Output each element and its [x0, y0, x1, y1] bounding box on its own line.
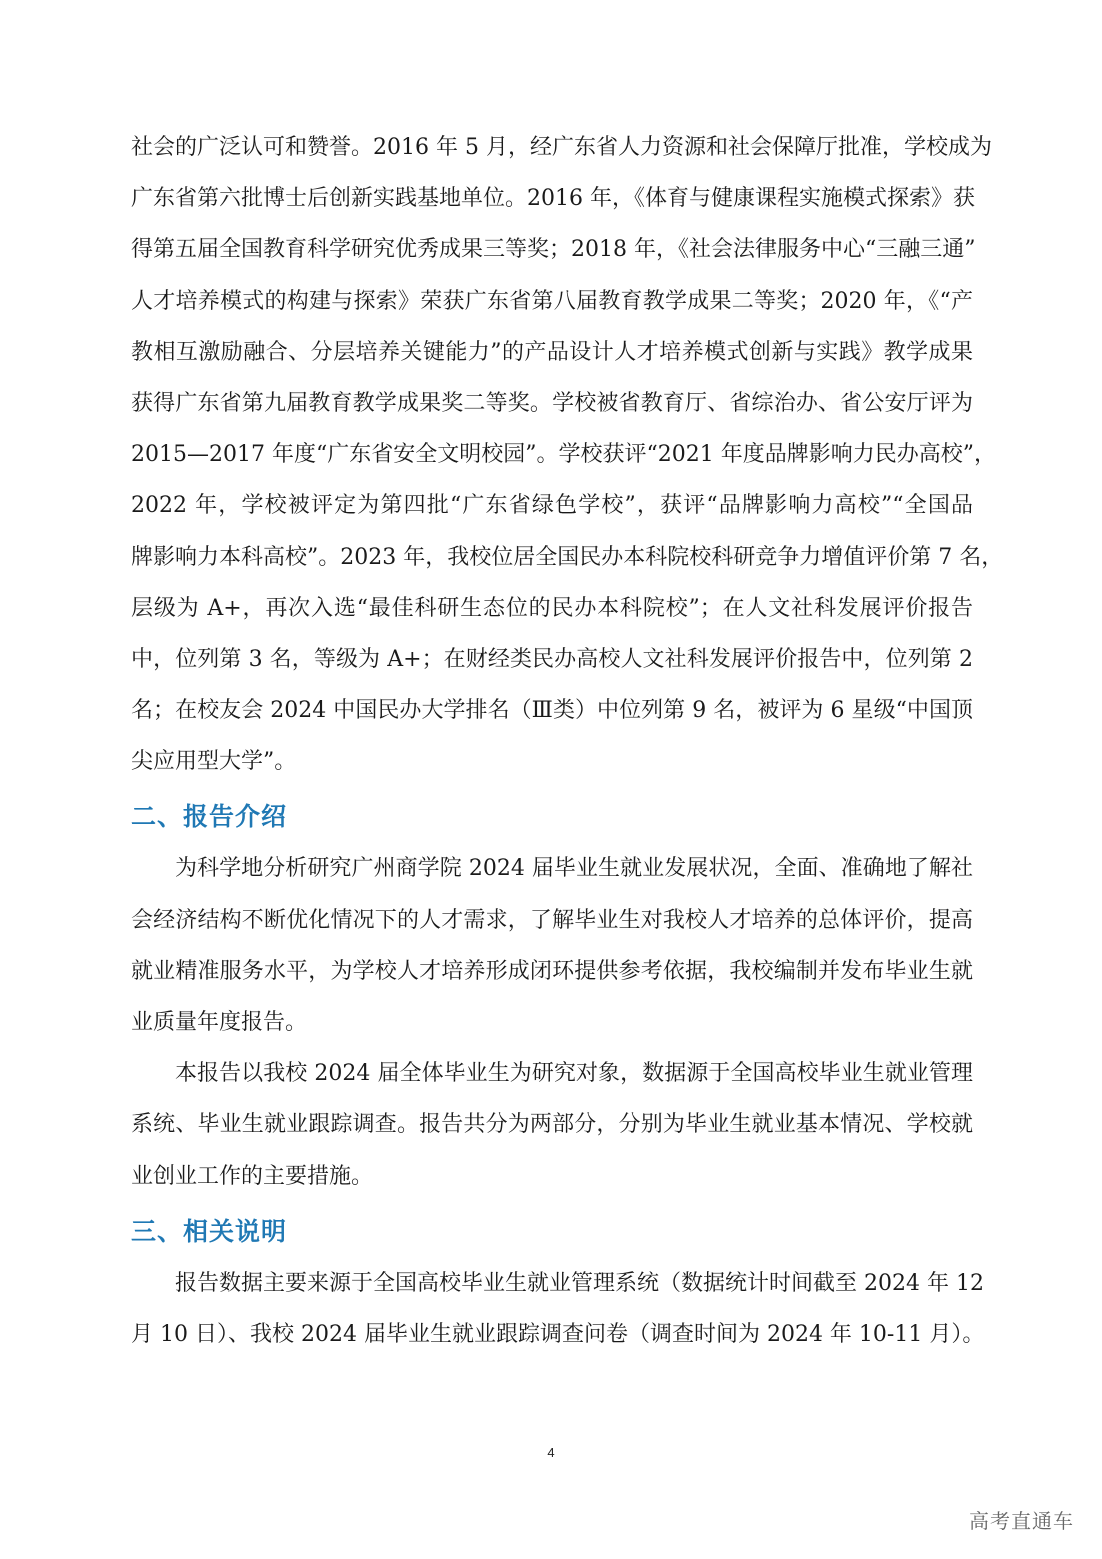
text-line: 会经济结构不断优化情况下的人才需求，了解毕业生对我校人才培养的总体评价，提高: [131, 907, 973, 933]
text-line: 尖应用型大学”。: [131, 749, 297, 775]
section-heading-notes: 三、相关说明: [131, 1216, 288, 1246]
document-body: [131, 126, 1004, 1364]
text-line: 就业精准服务水平，为学校人才培养形成闭环提供参考依据，我校编制并发布毕业生就: [131, 958, 973, 984]
text-line: 人才培养模式的构建与探索》荣获广东省第八届教育教学成果二等奖；2020 年，《“产: [131, 288, 973, 314]
text-line: 牌影响力本科高校”。2023 年，我校位居全国民办本科院校科研竞争力增值评价第 7 名，: [131, 544, 1004, 570]
report-intro-paragraph-2: [131, 1052, 973, 1206]
text-line: 教相互激励融合、分层培养关键能力”的产品设计人才培养模式创新与实践》教学成果: [131, 339, 973, 365]
text-line: 为科学地分析研究广州商学院 2024 届毕业生就业发展状况，全面、准确地了解社: [175, 856, 973, 882]
text-line: 社会的广泛认可和赞誉。2016 年 5 月，经广东省人力资源和社会保障厅批准，学校成为: [131, 135, 992, 160]
report-intro-paragraph-1: [131, 847, 973, 1052]
notes-paragraph: [131, 1262, 985, 1364]
text-line: 2022 年，学校被评定为第四批“广东省绿色学校”，获评“品牌影响力高校”“全国品: [131, 493, 973, 519]
text-line: 得第五届全国教育科学研究优秀成果三等奖；2018 年，《社会法律服务中心“三融三通”: [131, 237, 976, 263]
text-line: 中，位列第 3 名，等级为 A+；在财经类民办高校人文社科发展评价报告中，位列第 2: [131, 646, 973, 672]
text-line: 名；在校友会 2024 中国民办大学排名（Ⅲ类）中位列第 9 名，被评为 6 星级“中国顶: [131, 698, 973, 724]
text-line: 月 10 日）、我校 2024 届毕业生就业跟踪调查问卷（调查时间为 2024 年 10-11 月）。: [131, 1321, 985, 1347]
page-number: 4: [547, 1445, 555, 1460]
text-line: 业质量年度报告。: [131, 1010, 308, 1035]
text-line: 获得广东省第九届教育教学成果奖二等奖。学校被省教育厅、省综治办、省公安厅评为: [131, 390, 973, 416]
text-line: 层级为 A+，再次入选“最佳科研生态位的民办本科院校”；在人文社科发展评价报告: [131, 595, 973, 621]
text-line: 系统、毕业生就业跟踪调查。报告共分为两部分，分别为毕业生就业基本情况、学校就: [131, 1112, 973, 1138]
watermark: 高考直通车: [969, 1509, 1074, 1533]
section-heading-report-intro: 二、报告介绍: [131, 802, 288, 832]
text-line: 2015—2017 年度“广东省安全文明校园”。学校获评“2021 年度品牌影响力民办高校”，: [131, 442, 996, 468]
text-line: 本报告以我校 2024 届全体毕业生为研究对象，数据源于全国高校毕业生就业管理: [175, 1061, 973, 1087]
intro-paragraph: [131, 126, 1004, 791]
text-line: 业创业工作的主要措施。: [131, 1163, 374, 1189]
text-line: 广东省第六批博士后创新实践基地单位。2016 年，《体育与健康课程实施模式探索》获: [131, 186, 975, 212]
text-line: 报告数据主要来源于全国高校毕业生就业管理系统（数据统计时间截至 2024 年 12: [175, 1270, 984, 1296]
